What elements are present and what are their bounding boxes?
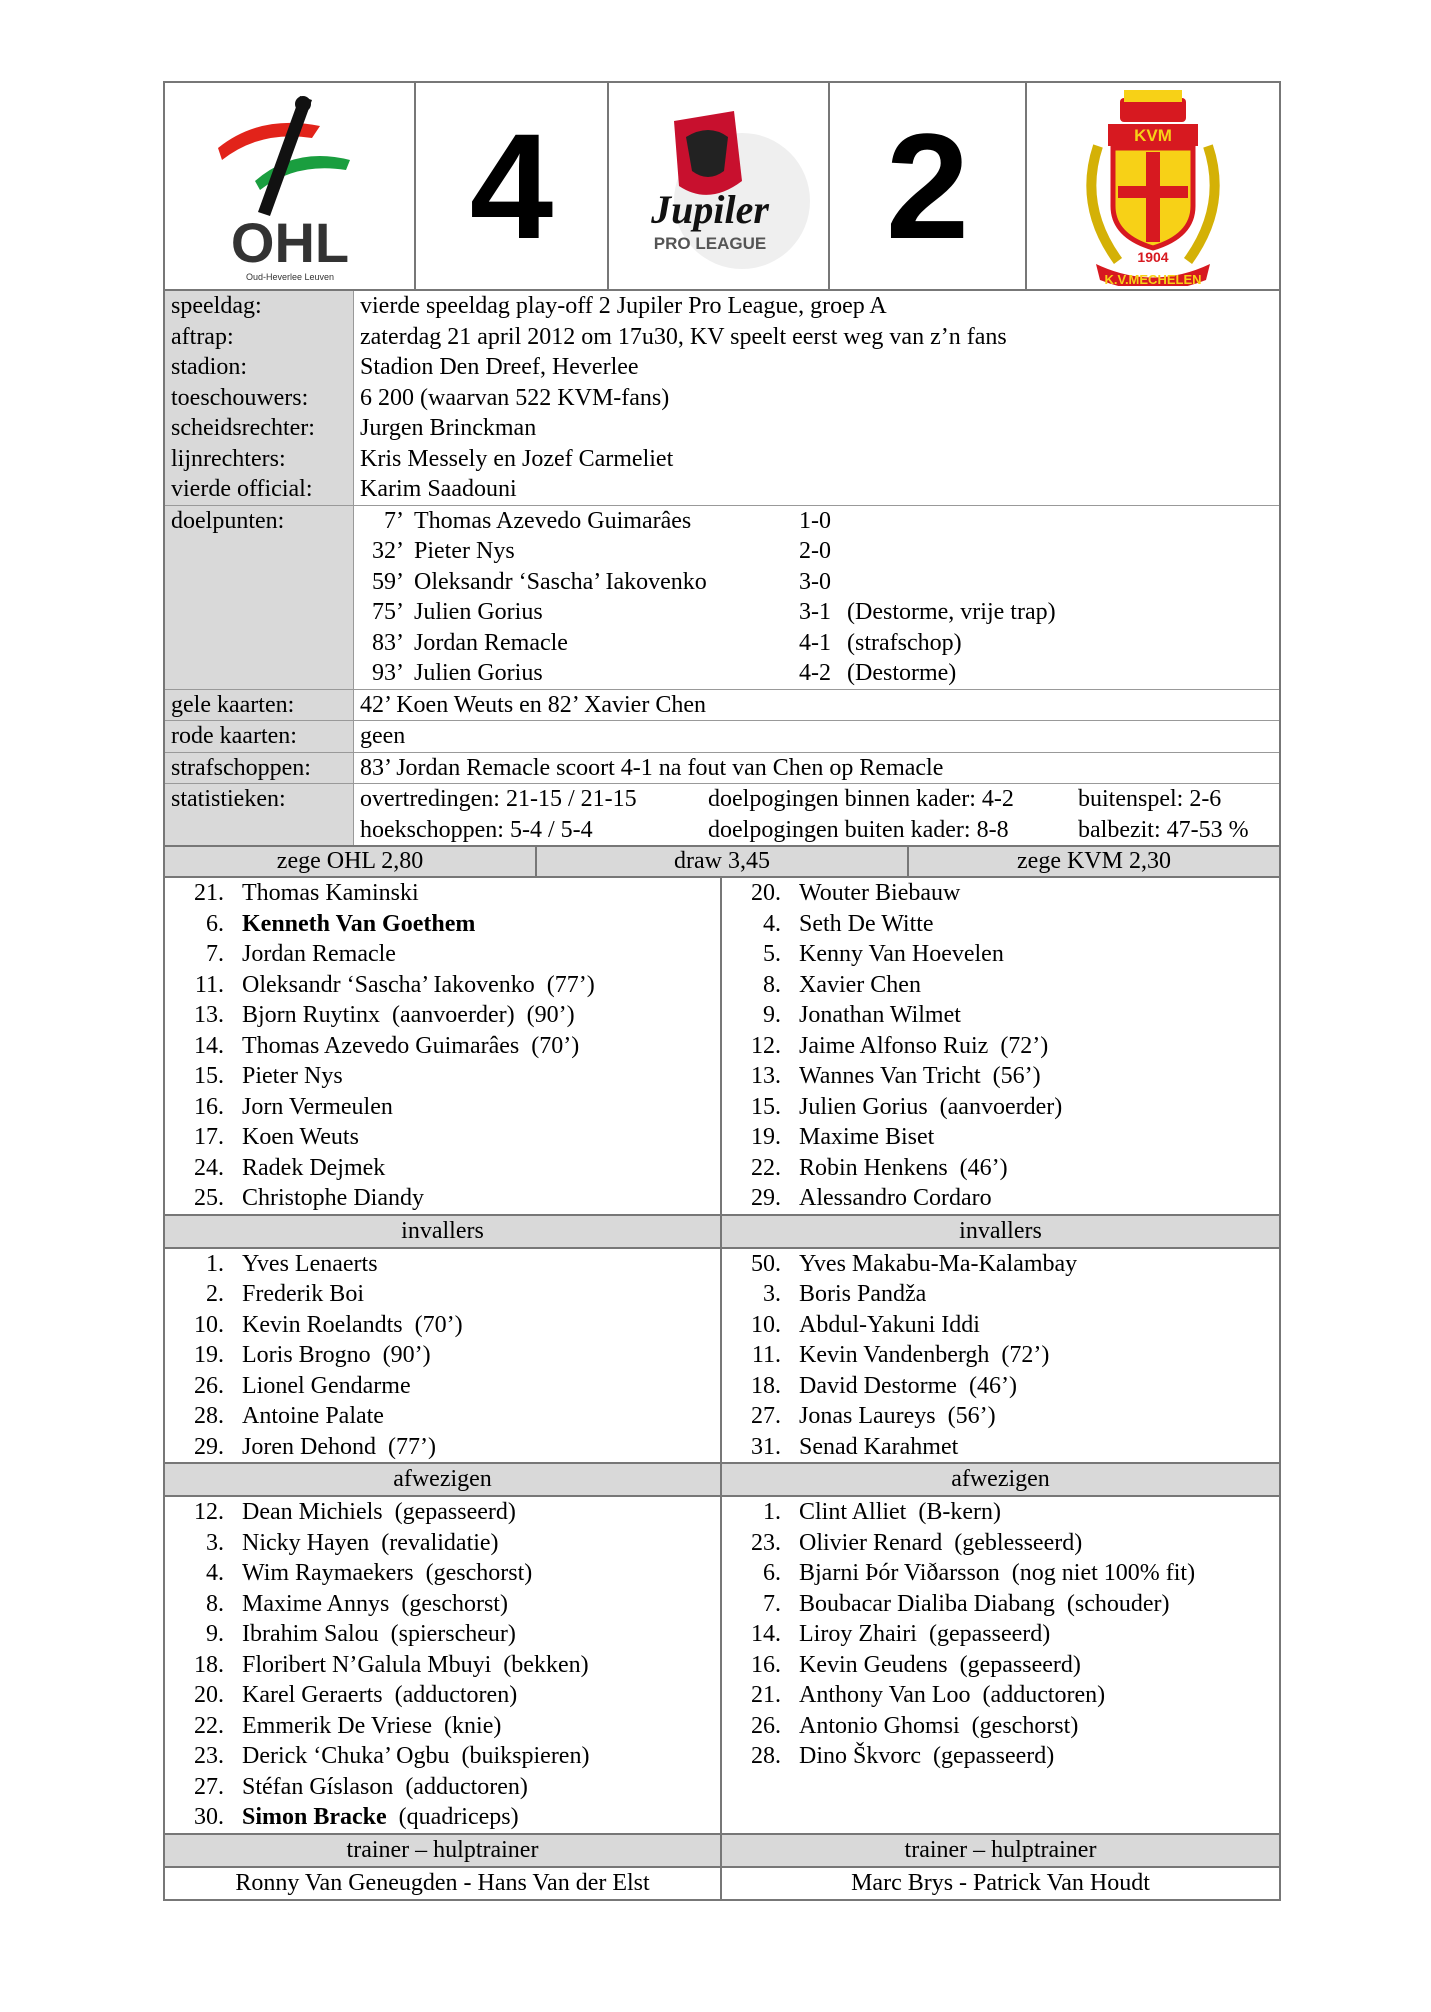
speeldag-label: speeldag:	[171, 293, 262, 319]
away-trainers: Marc Brys - Patrick Van Houdt	[851, 1870, 1150, 1896]
jupiler-pro-league-logo	[609, 83, 830, 289]
player-name: Christophe Diandy	[242, 1185, 424, 1211]
player-row	[165, 1183, 720, 1214]
goal-minute: 83’	[372, 629, 404, 656]
home-column	[165, 878, 722, 1899]
goal-minute: 59’	[372, 568, 404, 595]
player-number: 1.	[763, 1499, 781, 1525]
player-number: 1.	[206, 1250, 224, 1277]
goal-minute: 93’	[372, 660, 404, 686]
player-name: Ibrahim Salou (spierscheur)	[242, 1621, 516, 1647]
player-row	[165, 1249, 720, 1280]
player-row	[722, 1589, 1279, 1620]
scheidsrechter-label: scheidsrechter:	[171, 415, 315, 441]
player-number: 23.	[194, 1743, 224, 1769]
player-row	[722, 1619, 1279, 1650]
player-row	[165, 1310, 720, 1341]
player-number: 11.	[194, 971, 224, 998]
player-number: 50.	[751, 1250, 781, 1277]
goal-scorer: Julien Gorius	[414, 660, 543, 686]
player-name: Bjorn Ruytinx (aanvoerder) (90’)	[242, 1002, 575, 1028]
svg-text:Jupiler: Jupiler	[650, 187, 769, 232]
player-number: 22.	[751, 1154, 781, 1181]
player-row	[722, 1249, 1279, 1280]
goal-score: 4-2	[799, 660, 831, 686]
goals-list	[354, 506, 1279, 689]
player-row	[165, 878, 720, 909]
player-name: Anthony Van Loo (adductoren)	[799, 1682, 1106, 1708]
player-name: Stéfan Gíslason (adductoren)	[242, 1773, 528, 1800]
goal-scorer: Julien Gorius	[414, 599, 543, 625]
player-number: 16.	[194, 1093, 224, 1120]
player-number: 11.	[751, 1342, 781, 1368]
player-number: 2.	[206, 1281, 224, 1307]
player-number: 3.	[206, 1529, 224, 1556]
player-row	[722, 1183, 1279, 1214]
odds-draw: draw 3,45	[537, 847, 909, 876]
player-row	[165, 1340, 720, 1371]
player-number: 14.	[194, 1032, 224, 1059]
toeschouwers-label: toeschouwers:	[171, 384, 309, 411]
home-score	[416, 83, 609, 289]
player-row	[722, 1279, 1279, 1310]
player-name: Alessandro Cordaro	[799, 1185, 992, 1211]
player-number: 10.	[194, 1311, 224, 1338]
player-row	[722, 878, 1279, 909]
player-row	[165, 1432, 720, 1463]
player-number: 4.	[206, 1560, 224, 1586]
player-name: Maxime Annys (geschorst)	[242, 1590, 508, 1617]
player-row	[722, 1711, 1279, 1742]
player-number: 24.	[194, 1154, 224, 1181]
player-name: Joren Dehond (77’)	[242, 1433, 436, 1460]
home-starters	[165, 878, 720, 1214]
strafschoppen-label: strafschoppen:	[171, 754, 311, 781]
player-row	[165, 1680, 720, 1711]
goals-section	[165, 506, 1279, 690]
player-row	[165, 1000, 720, 1031]
player-number: 17.	[194, 1124, 224, 1150]
player-row	[722, 1371, 1279, 1402]
general-info	[165, 291, 1279, 506]
player-number: 6.	[206, 910, 224, 937]
player-name: Dean Michiels (gepasseerd)	[242, 1499, 516, 1525]
goal-row	[354, 567, 1279, 598]
player-row	[165, 970, 720, 1001]
player-name: Antoine Palate	[242, 1403, 384, 1429]
goal-scorer: Thomas Azevedo Guimarâes	[414, 507, 692, 534]
player-row	[165, 1802, 720, 1833]
player-number: 21.	[194, 880, 224, 906]
player-name: Frederik Boi	[242, 1281, 364, 1307]
player-name: Julien Gorius (aanvoerder)	[799, 1093, 1063, 1120]
strafschoppen-value: 83’ Jordan Remacle scoort 4-1 na fout van Chen op Remacle	[360, 754, 944, 781]
player-name: Wannes Van Tricht (56’)	[799, 1063, 1041, 1089]
goal-note: (Destorme, vrije trap)	[847, 599, 1056, 625]
goal-row	[354, 536, 1279, 567]
player-name: Pieter Nys	[242, 1063, 343, 1089]
player-row	[165, 1122, 720, 1153]
away-absent-header: afwezigen	[722, 1462, 1279, 1497]
player-row	[722, 939, 1279, 970]
toeschouwers-value: 6 200 (waarvan 522 KVM-fans)	[360, 384, 670, 411]
lijnrechters-label: lijnrechters:	[171, 445, 286, 472]
player-name: David Destorme (46’)	[799, 1372, 1017, 1399]
player-number: 18.	[194, 1651, 224, 1678]
player-number: 31.	[751, 1433, 781, 1460]
player-number: 12.	[751, 1032, 781, 1059]
player-name: Boris Pandža	[799, 1281, 927, 1307]
player-row	[722, 909, 1279, 940]
player-name: Maxime Biset	[799, 1124, 935, 1150]
player-number: 14.	[751, 1621, 781, 1647]
player-name: Simon Bracke	[242, 1804, 387, 1830]
svg-text:KVM: KVM	[1134, 126, 1172, 145]
goal-minute: 7’	[384, 507, 404, 534]
stat-doelpogingen-binnen: doelpogingen binnen kader: 4-2	[708, 786, 1014, 812]
stadion-label: stadion:	[171, 354, 247, 380]
player-row	[722, 1310, 1279, 1341]
player-row	[722, 1650, 1279, 1681]
player-name: Emmerik De Vriese (knie)	[242, 1712, 502, 1739]
player-name: Dino Škvorc (gepasseerd)	[799, 1743, 1055, 1769]
red-cards-section	[165, 721, 1279, 753]
speeldag-value: vierde speeldag play-off 2 Jupiler Pro League, groep A	[360, 293, 887, 319]
player-number: 7.	[763, 1590, 781, 1617]
goal-score: 4-1	[799, 629, 831, 656]
score-header	[163, 81, 1281, 291]
player-number: 22.	[194, 1712, 224, 1739]
player-row	[165, 1711, 720, 1742]
statistieken-label: statistieken:	[171, 786, 286, 812]
player-name: Wouter Biebauw	[799, 880, 961, 906]
player-row	[722, 1092, 1279, 1123]
goal-row	[354, 597, 1279, 628]
goal-row	[354, 506, 1279, 537]
absence-reason: (quadriceps)	[398, 1804, 519, 1830]
away-starters	[722, 878, 1279, 1214]
player-number: 30.	[194, 1804, 224, 1830]
odds-home: zege OHL 2,80	[165, 847, 537, 876]
odds-away: zege KVM 2,30	[1017, 848, 1171, 874]
player-number: 29.	[194, 1433, 224, 1460]
player-number: 10.	[751, 1311, 781, 1338]
player-number: 16.	[751, 1651, 781, 1678]
match-report-sheet	[163, 81, 1281, 1901]
penalties-section	[165, 753, 1279, 785]
away-subs	[722, 1249, 1279, 1463]
goal-row	[354, 628, 1279, 659]
player-number: 26.	[194, 1372, 224, 1399]
goal-score: 2-0	[799, 538, 831, 564]
player-name: Kevin Geudens (gepasseerd)	[799, 1651, 1081, 1678]
goal-minute: 32’	[372, 538, 404, 564]
player-row	[165, 1061, 720, 1092]
player-name: Kenny Van Hoevelen	[799, 941, 1004, 967]
player-number: 8.	[763, 971, 781, 998]
kvm-crest-logo	[1027, 83, 1279, 289]
player-number: 20.	[194, 1682, 224, 1708]
player-number: 13.	[194, 1002, 224, 1028]
player-name: Wim Raymaekers (geschorst)	[242, 1560, 533, 1586]
player-name: Koen Weuts	[242, 1124, 359, 1150]
lijnrechters-value: Kris Messely en Jozef Carmeliet	[360, 445, 674, 472]
player-name: Floribert N’Galula Mbuyi (bekken)	[242, 1651, 589, 1678]
aftrap-value: zaterdag 21 april 2012 om 17u30, KV speelt eerst weg van z’n fans	[360, 323, 1007, 350]
aftrap-label: aftrap:	[171, 323, 234, 350]
betting-odds	[163, 847, 1281, 878]
stadion-value: Stadion Den Dreef, Heverlee	[360, 354, 639, 380]
player-row	[165, 1528, 720, 1559]
player-row	[165, 1589, 720, 1620]
away-column	[722, 878, 1279, 1899]
stat-overtredingen: overtredingen: 21-15 / 21-15	[360, 786, 637, 812]
player-name: Thomas Azevedo Guimarâes (70’)	[242, 1032, 580, 1059]
player-row	[722, 1558, 1279, 1589]
player-row	[722, 1741, 1279, 1772]
ohl-logo	[165, 83, 416, 289]
vierde-official-label: vierde official:	[171, 476, 313, 502]
player-row	[722, 1061, 1279, 1092]
player-number: 7.	[206, 941, 224, 967]
player-name: Jordan Remacle	[242, 941, 396, 967]
goal-scorer: Jordan Remacle	[414, 629, 568, 656]
svg-text:Oud-Heverlee Leuven: Oud-Heverlee Leuven	[245, 272, 334, 282]
player-number: 8.	[206, 1590, 224, 1617]
player-number: 25.	[194, 1185, 224, 1211]
gele-kaarten-value: 42’ Koen Weuts en 82’ Xavier Chen	[360, 691, 706, 718]
statistics-section	[165, 784, 1279, 845]
player-row	[165, 1279, 720, 1310]
player-name: Kevin Vandenbergh (72’)	[799, 1342, 1050, 1368]
player-name: Clint Alliet (B-kern)	[799, 1499, 1001, 1525]
goal-note: (strafschop)	[847, 629, 962, 656]
player-number: 6.	[763, 1560, 781, 1586]
goal-row	[354, 658, 1279, 689]
player-name: Senad Karahmet	[799, 1433, 959, 1460]
player-name: Abdul-Yakuni Iddi	[799, 1311, 980, 1338]
player-row	[722, 1340, 1279, 1371]
player-name: Jonathan Wilmet	[799, 1002, 961, 1028]
player-name: Jonas Laureys (56’)	[799, 1403, 996, 1429]
player-number: 19.	[194, 1342, 224, 1368]
player-number: 9.	[206, 1621, 224, 1647]
goal-note: (Destorme)	[847, 660, 957, 686]
away-score	[830, 83, 1027, 289]
player-number: 28.	[194, 1403, 224, 1429]
goal-score: 1-0	[799, 507, 831, 534]
player-row	[165, 1092, 720, 1123]
player-row	[722, 1031, 1279, 1062]
player-name: Jorn Vermeulen	[242, 1093, 393, 1120]
player-name: Nicky Hayen (revalidatie)	[242, 1529, 499, 1556]
player-number: 19.	[751, 1124, 781, 1150]
player-name: Thomas Kaminski	[242, 880, 419, 906]
home-trainers: Ronny Van Geneugden - Hans Van der Elst	[235, 1869, 650, 1896]
player-number: 3.	[763, 1281, 781, 1307]
player-row	[165, 1497, 720, 1528]
svg-text:OHL: OHL	[230, 211, 349, 274]
player-number: 13.	[751, 1063, 781, 1089]
player-row	[722, 970, 1279, 1001]
goal-scorer: Pieter Nys	[414, 538, 515, 564]
player-number: 28.	[751, 1743, 781, 1769]
player-name: Jaime Alfonso Ruiz (72’)	[799, 1032, 1049, 1059]
away-score-value: 2	[885, 102, 970, 270]
home-score-value: 4	[469, 102, 554, 270]
player-row	[722, 1432, 1279, 1463]
player-name: Xavier Chen	[799, 971, 921, 998]
player-row	[165, 1650, 720, 1681]
player-name: Lionel Gendarme	[242, 1372, 411, 1399]
player-number: 4.	[763, 910, 781, 937]
lineups	[163, 878, 1281, 1901]
player-row	[165, 1401, 720, 1432]
player-row	[165, 1031, 720, 1062]
player-number: 15.	[751, 1093, 781, 1120]
player-row	[165, 1741, 720, 1772]
player-row	[722, 1401, 1279, 1432]
goal-score: 3-1	[799, 599, 831, 625]
rode-kaarten-value: geen	[360, 723, 406, 749]
player-name: Oleksandr ‘Sascha’ Iakovenko (77’)	[242, 971, 595, 998]
player-name: Yves Makabu-Ma-Kalambay	[799, 1250, 1078, 1277]
stat-balbezit: balbezit: 47-53 %	[1078, 816, 1249, 843]
player-name: Liroy Zhairi (gepasseerd)	[799, 1621, 1051, 1647]
player-name: Robin Henkens (46’)	[799, 1154, 1008, 1181]
player-number: 27.	[194, 1773, 224, 1800]
player-row	[722, 1680, 1279, 1711]
stat-buitenspel: buitenspel: 2-6	[1078, 786, 1222, 812]
player-number: 18.	[751, 1372, 781, 1399]
player-number: 9.	[763, 1002, 781, 1028]
player-row	[165, 939, 720, 970]
svg-text:1904: 1904	[1137, 249, 1169, 265]
goal-score: 3-0	[799, 568, 831, 595]
svg-text:K.V.MECHELEN: K.V.MECHELEN	[1104, 272, 1202, 286]
player-row	[165, 1371, 720, 1402]
player-row	[722, 1000, 1279, 1031]
player-name: Seth De Witte	[799, 910, 934, 937]
player-name: Karel Geraerts (adductoren)	[242, 1682, 518, 1708]
player-number: 23.	[751, 1529, 781, 1556]
player-number: 26.	[751, 1712, 781, 1739]
player-name: Bjarni Þór Viðarsson (nog niet 100% fit)	[799, 1560, 1196, 1586]
player-name: Antonio Ghomsi (geschorst)	[799, 1712, 1079, 1739]
player-number: 5.	[763, 941, 781, 967]
stat-hoekschoppen: hoekschoppen: 5-4 / 5-4	[360, 816, 593, 843]
player-name: Olivier Renard (geblesseerd)	[799, 1529, 1083, 1556]
away-absent	[722, 1497, 1279, 1833]
player-number: 12.	[194, 1499, 224, 1525]
player-name: Kenneth Van Goethem	[242, 910, 476, 937]
player-name: Yves Lenaerts	[242, 1250, 378, 1277]
match-info	[163, 291, 1281, 847]
player-name: Radek Dejmek	[242, 1154, 386, 1181]
home-absent	[165, 1497, 720, 1833]
goal-minute: 75’	[372, 599, 404, 625]
stat-doelpogingen-buiten: doelpogingen buiten kader: 8-8	[708, 816, 1009, 843]
player-row	[722, 1528, 1279, 1559]
player-number: 21.	[751, 1682, 781, 1708]
doelpunten-label: doelpunten:	[171, 507, 285, 534]
player-row	[165, 1153, 720, 1184]
player-row	[722, 1497, 1279, 1528]
player-row	[165, 1619, 720, 1650]
player-name: Derick ‘Chuka’ Ogbu (buikspieren)	[242, 1743, 590, 1769]
away-trainer-header: trainer – hulptrainer	[722, 1833, 1279, 1868]
home-subs	[165, 1249, 720, 1463]
player-row	[165, 909, 720, 940]
player-name: Boubacar Dialiba Diabang (schouder)	[799, 1590, 1170, 1617]
player-number: 15.	[194, 1063, 224, 1089]
player-row	[722, 1122, 1279, 1153]
player-number: 29.	[751, 1185, 781, 1211]
svg-text:PRO LEAGUE: PRO LEAGUE	[653, 234, 766, 253]
away-subs-header: invallers	[722, 1214, 1279, 1249]
home-absent-header: afwezigen	[165, 1462, 720, 1497]
player-name: Loris Brogno (90’)	[242, 1342, 431, 1368]
rode-kaarten-label: rode kaarten:	[171, 723, 297, 749]
home-subs-header: invallers	[165, 1214, 720, 1249]
player-number: 20.	[751, 880, 781, 906]
goal-scorer: Oleksandr ‘Sascha’ Iakovenko	[414, 568, 707, 595]
gele-kaarten-label: gele kaarten:	[171, 691, 295, 718]
player-row	[165, 1772, 720, 1803]
player-row	[165, 1558, 720, 1589]
scheidsrechter-value: Jurgen Brinckman	[360, 415, 537, 441]
yellow-cards-section	[165, 690, 1279, 722]
player-name: Kevin Roelandts (70’)	[242, 1311, 463, 1338]
player-number: 27.	[751, 1403, 781, 1429]
home-trainer-header: trainer – hulptrainer	[165, 1833, 720, 1868]
vierde-official-value: Karim Saadouni	[360, 476, 517, 502]
player-row	[722, 1153, 1279, 1184]
